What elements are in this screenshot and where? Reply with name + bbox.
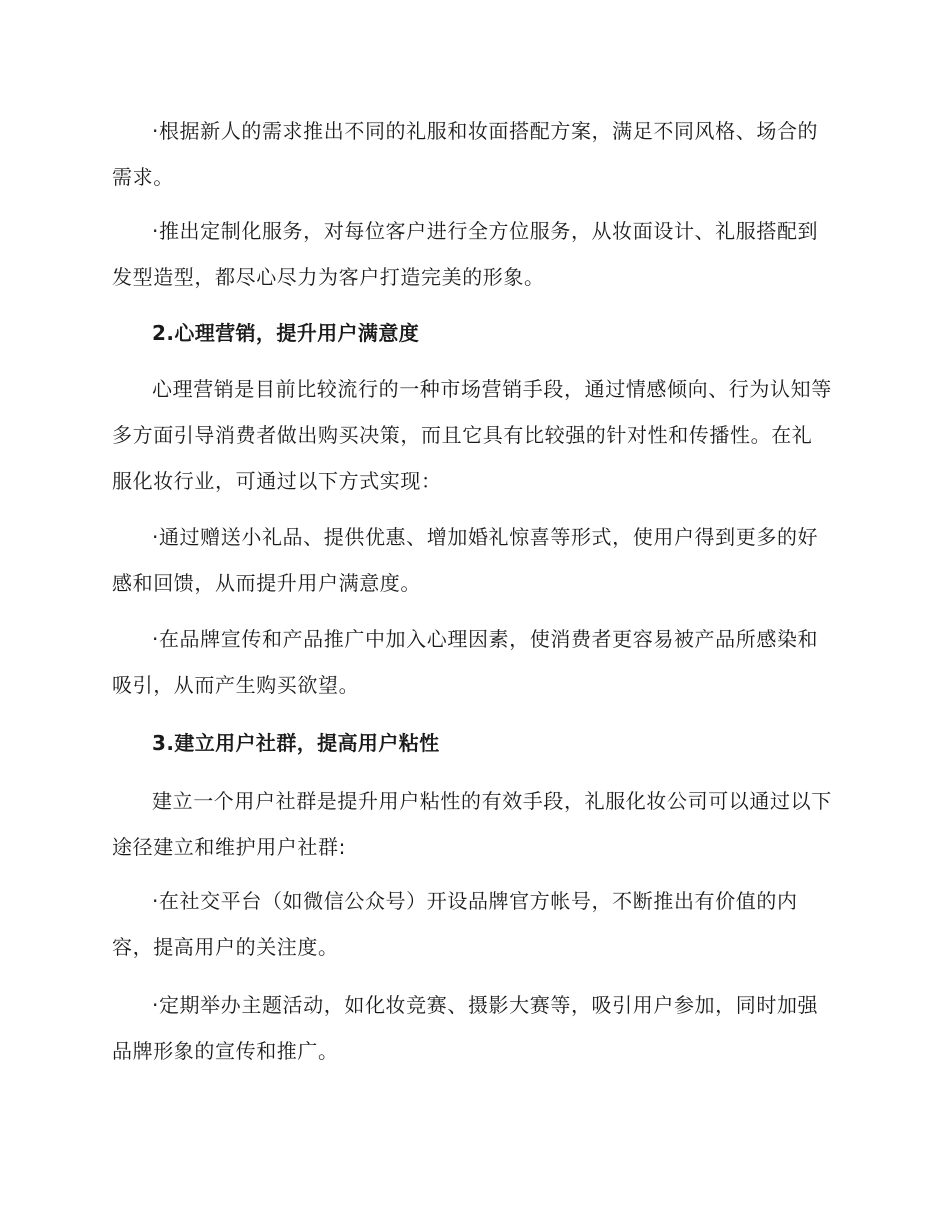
bullet-paragraph-dress-makeup-plans: ·根据新人的需求推出不同的礼服和妆面搭配方案，满足不同风格、场合的需求。: [112, 119, 819, 189]
bullet-paragraph-psychological-factors: ·在品牌宣传和产品推广中加入心理因素，使消费者更容易被产品所感染和吸引，从而产生购买欲望。: [112, 627, 819, 697]
bullet-paragraph-gifts-and-discounts: ·通过赠送小礼品、提供优惠、增加婚礼惊喜等形式，使用户得到更多的好感和回馈，从而提升用户满意度。: [112, 525, 819, 595]
bullet-paragraph-themed-events: ·定期举办主题活动，如化妆竞赛、摄影大赛等，吸引用户参加，同时加强品牌形象的宣传和推广。: [112, 993, 819, 1063]
bullet-paragraph-social-platform: ·在社交平台（如微信公众号）开设品牌官方帐号，不断推出有价值的内容，提高用户的关注度。: [112, 889, 798, 959]
body-paragraph-psychological-marketing: 心理营销是目前比较流行的一种市场营销手段，通过情感倾向、行为认知等多方面引导消费者做出购买决策，而且它具有比较强的针对性和传播性。在礼服化妆行业，可通过以下方式实现：: [112, 377, 832, 493]
section-heading-user-community: 3.建立用户社群，提高用户粘性: [152, 731, 440, 755]
section-heading-psychological-marketing: 2.心理营销，提升用户满意度: [152, 321, 420, 345]
body-paragraph-user-community: 建立一个用户社群是提升用户粘性的有效手段，礼服化妆公司可以通过以下途径建立和维护用户社群:: [112, 789, 832, 859]
bullet-paragraph-customized-service: ·推出定制化服务，对每位客户进行全方位服务，从妆面设计、礼服搭配到发型造型，都尽心尽力为客户打造完美的形象。: [112, 219, 819, 289]
